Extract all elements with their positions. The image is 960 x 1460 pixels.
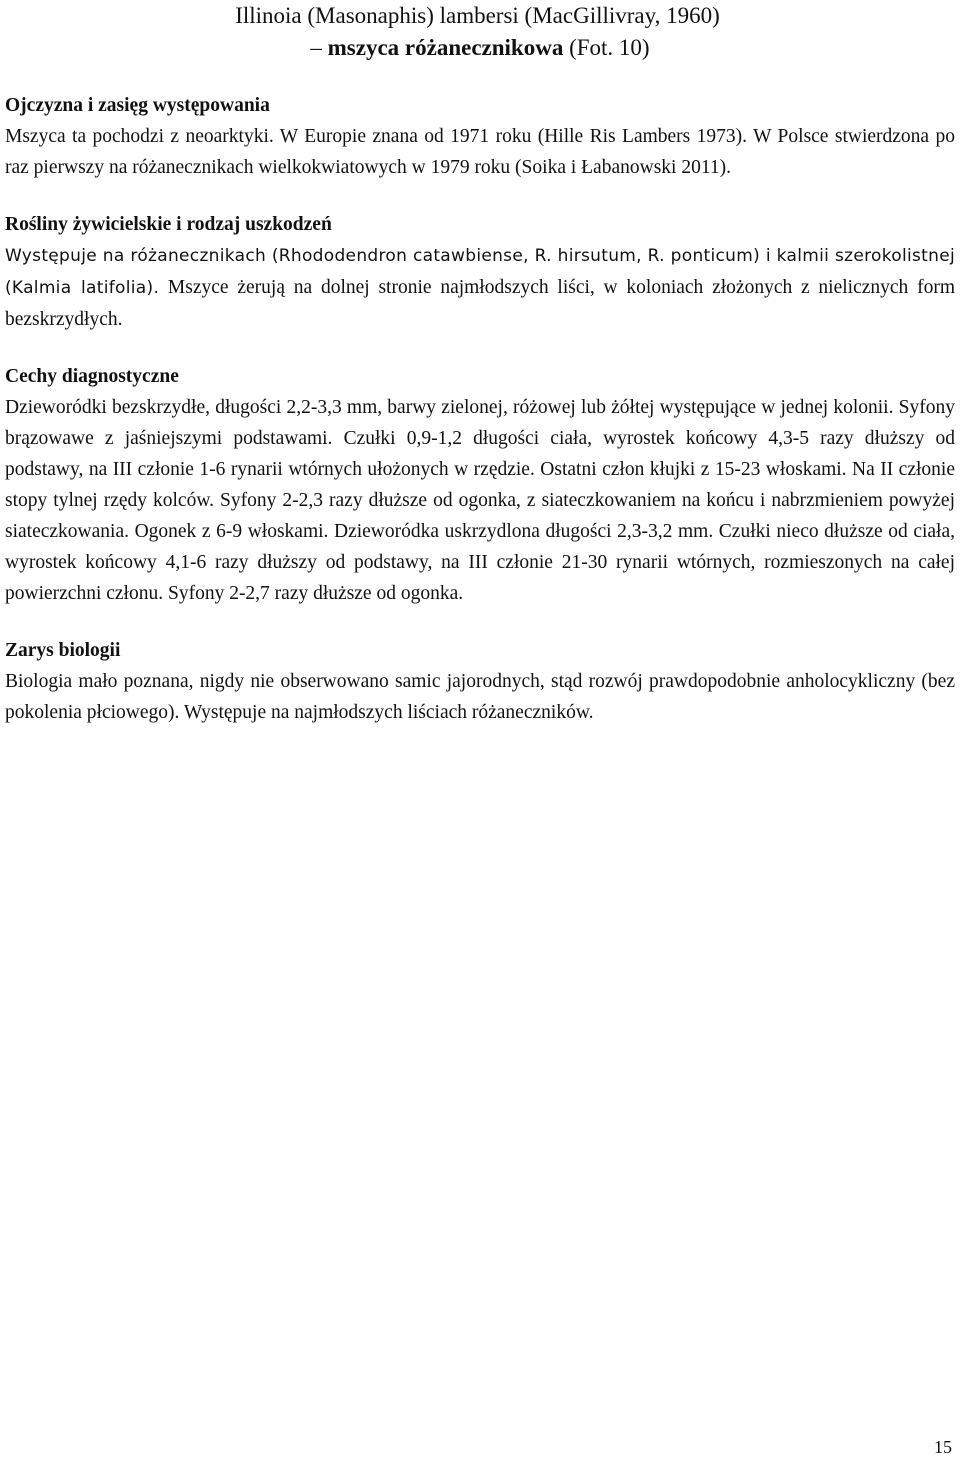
section-heading: Cechy diagnostyczne [5, 366, 179, 387]
section-heading: Ojczyzna i zasięg występowania [5, 95, 270, 116]
title-species-name: Illinoia (Masonaphis) lambersi (MacGillivray, 1960) [235, 3, 720, 28]
section-origin [5, 90, 955, 183]
section-paragraph: Mszyca ta pochodzi z neoarktyki. W Europie znana od 1971 roku (Hille Ris Lambers 1973). W Polsce stwierdzona po raz pierwszy na różanecznikach wielkokwiatowych w 1979 roku (Soika i Łabanowski 2011). [5, 126, 955, 178]
section-heading: Rośliny żywicielskie i rodzaj uszkodzeń [5, 214, 332, 235]
section-paragraph: Biologia mało poznana, nigdy nie obserwowano samic jajorodnych, stąd rozwój prawdopodobnie anholocykliczny (bez pokolenia płciowego). Występuje na najmłodszych liściach różaneczników. [5, 671, 955, 723]
section-paragraph [5, 240, 955, 335]
title-common-name [0, 32, 960, 64]
section-biology [5, 635, 955, 728]
section-paragraph-serif-part: Mszyce żerują na dolnej stronie najmłodszych liści, w koloniach złożonych z nielicznych form bezskrzydłych. [5, 277, 955, 330]
title-photo-ref: (Fot. 10) [563, 35, 650, 60]
section-host-plants [5, 209, 955, 335]
section-diagnostics [5, 361, 955, 609]
section-paragraph: Dzieworódki bezskrzydłe, długości 2,2-3,3 mm, barwy zielonej, różowej lub żółtej występujące w jednej kolonii. Syfony brązowawe z jaśniejszymi podstawami. Czułki 0,9-1,2 długości ciała, wyrostek końcowy 4,3-5 razy dłuższy od podstawy, na III członie 1-6 rynarii wtórnych ułożonych w rzędzie. Ostatni człon kłujki z 15-23 włoskami. Na II członie stopy tylnej rzędy kolców. Syfony 2-2,3 razy dłuższe od ogonka, z siateczkowaniem na końcu i nabrzmieniem powyżej siateczkowania. Ogonek z 6-9 włoskami. Dzieworódka uskrzydlona długości 2,3-3,2 mm. Czułki nieco dłuższe od ciała, wyrostek końcowy 4,1-6 razy dłuższy od podstawy, na III członie 21-30 rynarii wtórnych, rozmieszonych na całej powierzchni członu. Syfony 2-2,7 razy dłuższe od ogonka. [5, 397, 955, 604]
title-dash: – [310, 35, 328, 60]
section-paragraph-sans-part: Występuje na różanecznikach (Rhododendron catawbiense, R. hirsutum, R. ponticum) i kalmii szerokolistnej (Kalmia latifolia). [5, 246, 955, 298]
page-number: 15 [934, 1437, 952, 1457]
section-heading: Zarys biologii [5, 640, 121, 661]
document-body [5, 90, 955, 754]
title-common-name-bold: mszyca różanecznikowa [327, 35, 564, 60]
document-title [0, 0, 960, 64]
